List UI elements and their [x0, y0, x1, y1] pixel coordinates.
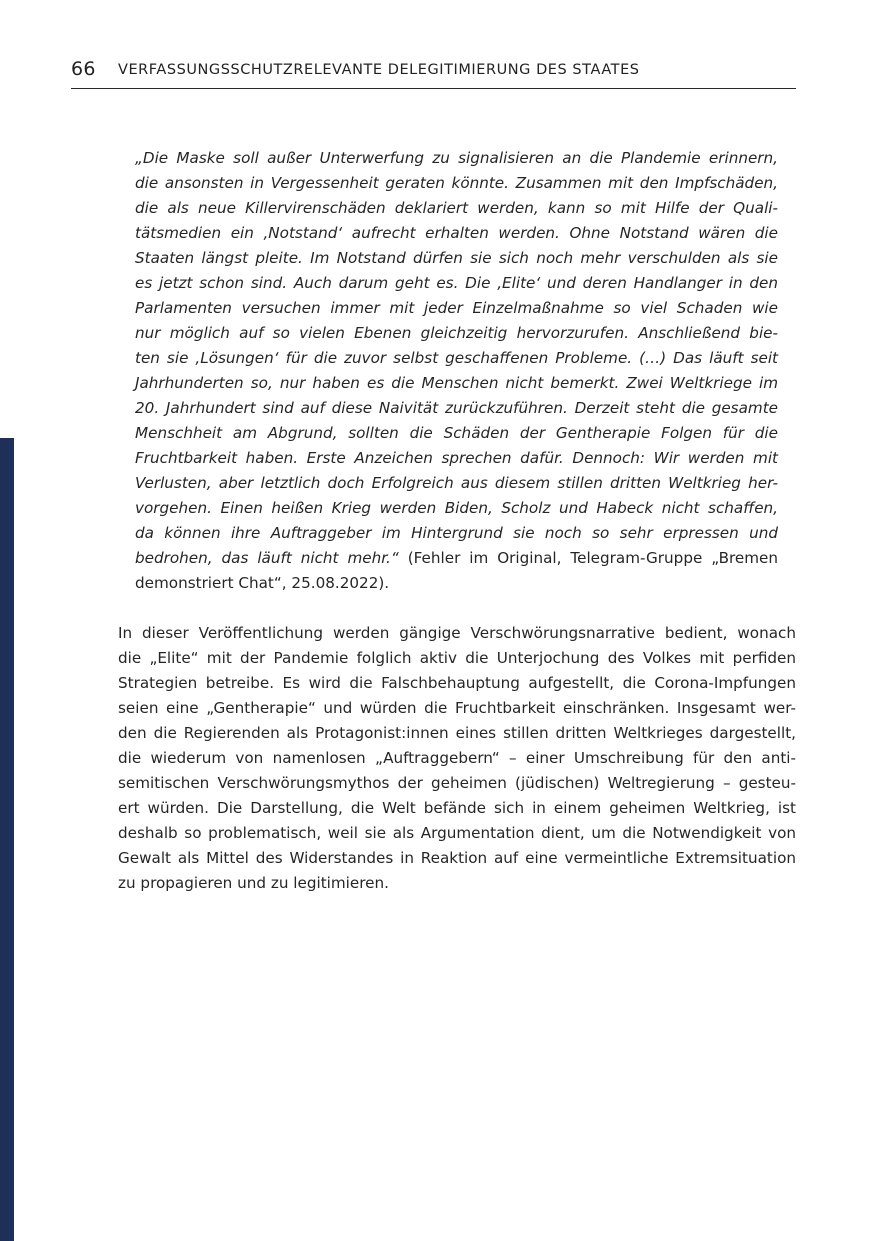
quote-line: da können ihre Auftraggeber im Hintergrund sie noch so sehr erpressen und	[135, 524, 778, 542]
quote-line: Fruchtbarkeit haben. Erste Anzeichen sprechen dafür. Dennoch: Wir werden mit	[135, 449, 778, 467]
block-quote	[135, 146, 778, 596]
body-line: Strategien betreibe. Es wird die Falschbehauptung aufgestellt, die Corona-Impfungen	[118, 674, 796, 692]
quote-source: (Fehler im Original, Telegram-Gruppe „Bremen	[398, 549, 779, 567]
body-line: seien eine „Gentherapie“ und würden die Fruchtbarkeit einschränken. Insgesamt wer-	[118, 699, 796, 717]
quote-source-continuation: demonstriert Chat“, 25.08.2022).	[135, 574, 390, 592]
page-header	[71, 56, 796, 89]
body-line: Gewalt als Mittel des Widerstandes in Reaktion auf eine vermeintliche Extremsituation	[118, 849, 796, 867]
body-line: die wiederum von namenlosen „Auftraggebern“ – einer Umschreibung für den anti-	[118, 749, 796, 767]
quote-line: ten sie ‚Lösungen‘ für die zuvor selbst geschaffenen Probleme. (…) Das läuft seit	[135, 349, 778, 367]
quote-line: vorgehen. Einen heißen Krieg werden Biden, Scholz und Habeck nicht schaffen,	[135, 499, 778, 517]
body-line: semitischen Verschwörungsmythos der geheimen (jüdischen) Weltregierung – gesteu-	[118, 774, 796, 792]
side-color-bar	[0, 438, 14, 1241]
quote-line-with-source	[135, 546, 778, 571]
quote-line: 20. Jahrhundert sind auf diese Naivität zurückzuführen. Derzeit steht die gesamte	[135, 399, 778, 417]
body-line: ert würden. Die Darstellung, die Welt befände sich in einem geheimen Weltkrieg, ist	[118, 799, 796, 817]
body-paragraph	[118, 621, 796, 896]
page-number: 66	[71, 58, 96, 80]
body-line: den die Regierenden als Protagonist:innen eines stillen dritten Weltkrieges dargestellt,	[118, 724, 796, 742]
quote-final-text: bedrohen, das läuft nicht mehr.“	[135, 549, 399, 567]
quote-line: Parlamenten versuchen immer mit jeder Einzelmaßnahme so viel Schaden wie	[135, 299, 778, 317]
quote-line: Jahrhunderten so, nur haben es die Menschen nicht bemerkt. Zwei Weltkriege im	[135, 374, 778, 392]
quote-line: „Die Maske soll außer Unterwerfung zu signalisieren an die Plandemie erinnern,	[135, 149, 778, 167]
body-line: In dieser Veröffentlichung werden gängige Verschwörungsnarrative bedient, wonach	[118, 624, 796, 642]
quote-line: tätsmedien ein ‚Notstand‘ aufrecht erhalten werden. Ohne Notstand wären die	[135, 224, 778, 242]
body-line: deshalb so problematisch, weil sie als Argumentation dient, um die Notwendigkeit von	[118, 824, 796, 842]
quote-line: die ansonsten in Vergessenheit geraten könnte. Zusammen mit den Impfschäden,	[135, 174, 778, 192]
quote-line: die als neue Killervirenschäden deklariert werden, kann so mit Hilfe der Quali-	[135, 199, 778, 217]
quote-line: Menschheit am Abgrund, sollten die Schäden der Gentherapie Folgen für die	[135, 424, 778, 442]
quote-line: Staaten längst pleite. Im Notstand dürfen sie sich noch mehr verschulden als sie	[135, 249, 778, 267]
running-title: VERFASSUNGSSCHUTZRELEVANTE DELEGITIMIERUNG DES STAATES	[118, 62, 640, 78]
quote-line: Verlusten, aber letztlich doch Erfolgreich aus diesem stillen dritten Weltkrieg her-	[135, 474, 778, 492]
quote-line: es jetzt schon sind. Auch darum geht es. Die ‚Elite‘ und deren Handlanger in den	[135, 274, 778, 292]
body-line: zu propagieren und zu legitimieren.	[118, 874, 389, 892]
body-line: die „Elite“ mit der Pandemie folglich aktiv die Unterjochung des Volkes mit perfiden	[118, 649, 796, 667]
quote-line: nur möglich auf so vielen Ebenen gleichzeitig hervorzurufen. Anschließend bie-	[135, 324, 778, 342]
